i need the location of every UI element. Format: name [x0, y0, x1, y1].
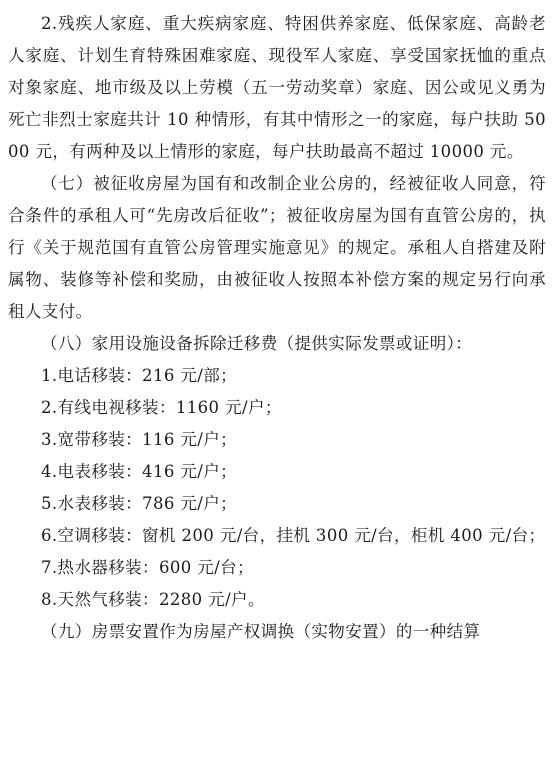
fee-item-broadband: 3.宽带移装：116 元/户；: [41, 430, 238, 449]
fee-item-air-conditioner: 6.空调移装：窗机 200 元/台，挂机 300 元/台，柜机 400 元/台；: [41, 526, 546, 545]
paragraph-hardship-families: 2.残疾人家庭、重大疾病家庭、特困供养家庭、低保家庭、高龄老人家庭、计划生育特殊困难家庭、现役军人家庭、享受国家抚恤的重点对象家庭、地市级及以上劳模（五一劳动奖章）家庭、因公或见义勇为死亡非烈士家庭共计 10 种情形，有其中情形之一的家庭，每户扶助 5000 元，有两种及以上情形的家庭，每户扶助最高不超过 10000 元。: [8, 14, 546, 161]
fee-item-water-meter: 5.水表移装：786 元/户；: [41, 494, 238, 513]
fee-item-natural-gas: 8.天然气移装：2280 元/户。: [41, 590, 265, 609]
fee-item-cable-tv: 2.有线电视移装：1160 元/户；: [41, 398, 282, 417]
paragraph-public-housing: （七）被征收房屋为国有和改制企业公房的，经被征收人同意，符合条件的承租人可“先房改后征收”；被征收房屋为国有直管公房的，执行《关于规范国有直管公房管理实施意见》的规定。承租人自搭建及附属物、装修等补偿和奖励，由被征收人按照本补偿方案的规定另行向承租人支付。: [8, 174, 546, 321]
paragraph-relocation-fees-heading: （八）家用设施设备拆除迁移费（提供实际发票或证明）：: [41, 334, 473, 353]
fee-item-electric-meter: 4.电表移装：416 元/户；: [41, 462, 238, 481]
fee-item-telephone: 1.电话移装：216 元/部；: [41, 366, 238, 385]
paragraph-housing-voucher: （九）房票安置作为房屋产权调换（实物安置）的一种结算: [41, 622, 481, 641]
document-page: [8, 8, 546, 648]
fee-item-water-heater: 7.热水器移装：600 元/台；: [41, 558, 254, 577]
